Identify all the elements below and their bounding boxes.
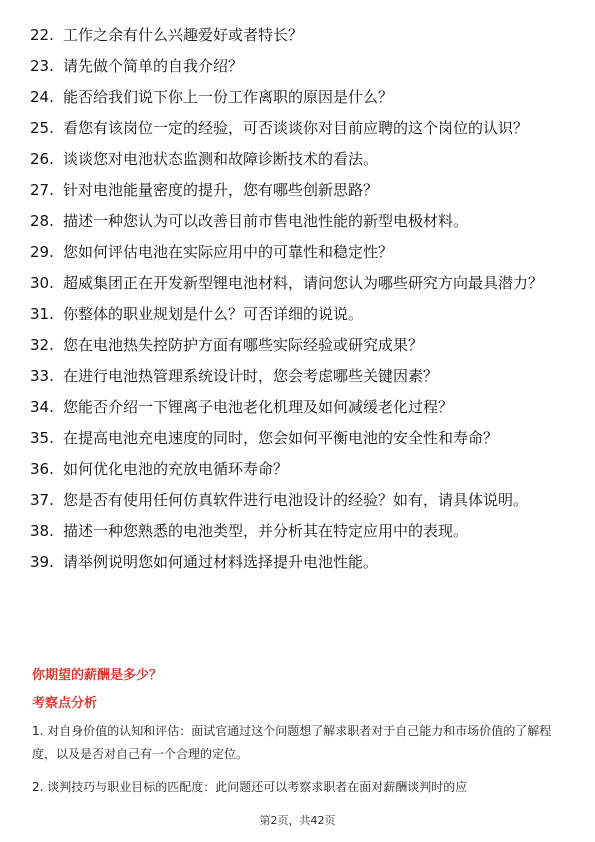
question-text: 在进行电池热管理系统设计时，您会考虑哪些关键因素？ bbox=[63, 367, 439, 385]
question-text: 描述一种您认为可以改善目前市售电池性能的新型电极材料。 bbox=[63, 212, 469, 230]
question-number: 31. bbox=[30, 305, 54, 323]
question-text: 能否给我们说下你上一份工作离职的原因是什么？ bbox=[63, 88, 394, 106]
question-number: 35. bbox=[30, 429, 54, 447]
question-list bbox=[30, 24, 570, 582]
list-item bbox=[30, 365, 570, 387]
question-text: 请举例说明您如何通过材料选择提升电池性能。 bbox=[63, 553, 379, 571]
analysis-heading: 考察点分析 bbox=[32, 696, 98, 711]
list-item bbox=[30, 210, 570, 232]
question-text: 您在电池热失控防护方面有哪些实际经验或研究成果？ bbox=[63, 336, 424, 354]
list-item bbox=[30, 303, 570, 325]
question-text: 您如何评估电池在实际应用中的可靠性和稳定性？ bbox=[63, 243, 394, 261]
list-item bbox=[30, 520, 570, 542]
question-text: 在提高电池充电速度的同时，您会如何平衡电池的安全性和寿命？ bbox=[63, 429, 499, 447]
analysis-point: 1. 对自身价值的认知和评估：面试官通过这个问题想了解求职者对于自己能力和市场价值的了解程度，以及是否对自己有一个合理的定位。 bbox=[32, 724, 552, 761]
list-item bbox=[30, 427, 570, 449]
question-text: 谈谈您对电池状态监测和故障诊断技术的看法。 bbox=[63, 150, 379, 168]
list-item bbox=[30, 551, 570, 573]
question-text: 请先做个简单的自我介绍？ bbox=[63, 57, 244, 75]
question-text: 看您有该岗位一定的经验，可否谈谈你对目前应聘的这个岗位的认识？ bbox=[63, 119, 529, 137]
question-text: 您是否有使用任何仿真软件进行电池设计的经验？如有，请具体说明。 bbox=[63, 491, 529, 509]
question-number: 22. bbox=[30, 26, 54, 44]
question-number: 33. bbox=[30, 367, 54, 385]
list-item bbox=[30, 55, 570, 77]
question-text: 工作之余有什么兴趣爱好或者特长？ bbox=[63, 26, 304, 44]
list-item bbox=[30, 396, 570, 418]
list-item bbox=[30, 86, 570, 108]
question-number: 28. bbox=[30, 212, 54, 230]
list-item bbox=[30, 148, 570, 170]
page-number: 第2页，共42页 bbox=[259, 814, 336, 827]
question-number: 30. bbox=[30, 274, 54, 292]
question-number: 34. bbox=[30, 398, 54, 416]
list-item bbox=[30, 241, 570, 263]
question-text: 超威集团正在开发新型锂电池材料，请问您认为哪些研究方向最具潜力？ bbox=[63, 274, 544, 292]
question-text: 针对电池能量密度的提升，您有哪些创新思路？ bbox=[63, 181, 379, 199]
question-number: 27. bbox=[30, 181, 54, 199]
salary-question-heading: 你期望的薪酬是多少？ bbox=[32, 668, 163, 683]
list-item bbox=[30, 117, 570, 139]
list-item bbox=[30, 489, 570, 511]
question-number: 37. bbox=[30, 491, 54, 509]
question-number: 32. bbox=[30, 336, 54, 354]
question-text: 描述一种您熟悉的电池类型，并分析其在特定应用中的表现。 bbox=[63, 522, 469, 540]
list-item bbox=[30, 334, 570, 356]
list-item bbox=[30, 24, 570, 46]
question-number: 26. bbox=[30, 150, 54, 168]
question-number: 29. bbox=[30, 243, 54, 261]
question-text: 您能否介绍一下锂离子电池老化机理及如何减缓老化过程？ bbox=[63, 398, 454, 416]
question-number: 39. bbox=[30, 553, 54, 571]
list-item bbox=[30, 458, 570, 480]
question-text: 如何优化电池的充放电循环寿命？ bbox=[63, 460, 289, 478]
question-number: 23. bbox=[30, 57, 54, 75]
analysis-point: 2. 谈判技巧与职业目标的匹配度：此问题还可以考察求职者在面对薪酬谈判时的应 bbox=[32, 780, 468, 794]
question-text: 你整体的职业规划是什么？可否详细的说说。 bbox=[63, 305, 364, 323]
question-number: 25. bbox=[30, 119, 54, 137]
list-item bbox=[30, 272, 570, 294]
question-number: 36. bbox=[30, 460, 54, 478]
question-number: 24. bbox=[30, 88, 54, 106]
list-item bbox=[30, 179, 570, 201]
question-number: 38. bbox=[30, 522, 54, 540]
